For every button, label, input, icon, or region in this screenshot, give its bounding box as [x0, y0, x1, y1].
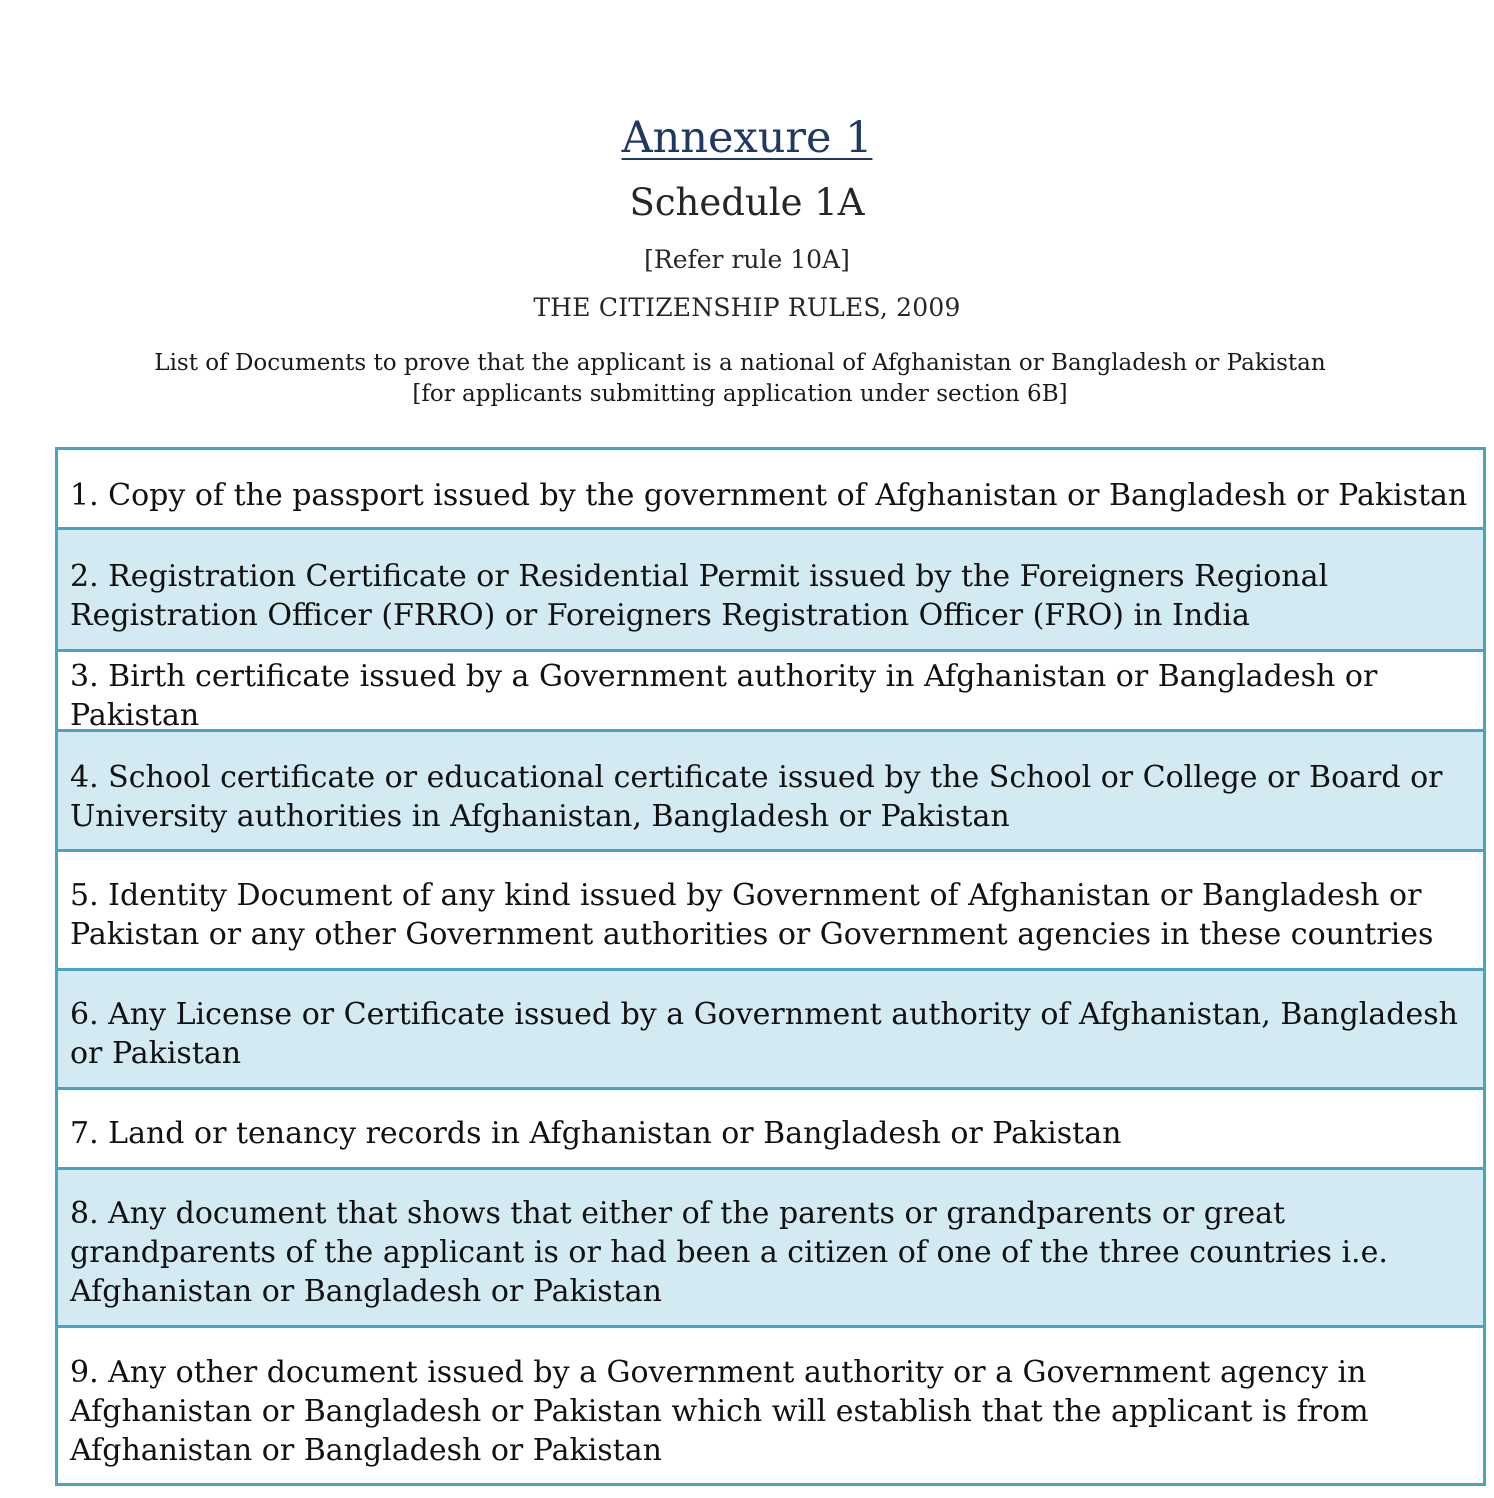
annexure-title-text: Annexure 1: [621, 113, 873, 163]
document-row-8: 8. Any document that shows that either of the parents or grandparents or great grandparents of the applicant is or had been a citizen of one of the three countries i.e. Afghanistan or Bangladesh or Pakistan: [58, 1170, 1483, 1328]
document-row-1: 1. Copy of the passport issued by the government of Afghanistan or Bangladesh or Pakistan: [58, 450, 1483, 530]
list-intro-line-1: List of Documents to prove that the applicant is a national of Afghanistan or Bangladesh or Pakistan: [154, 350, 1326, 376]
schedule-title: Schedule 1A: [629, 181, 865, 224]
rules-name: THE CITIZENSHIP RULES, 2009: [533, 293, 961, 322]
document-row-4: 4. School certificate or educational certificate issued by the School or College or Board or University authorities in Afghanistan, Bangladesh or Pakistan: [58, 732, 1483, 852]
refer-rule-note: [Refer rule 10A]: [644, 245, 850, 274]
list-intro: [0, 348, 1480, 410]
list-intro-line-2: [for applicants submitting application under section 6B]: [412, 381, 1068, 407]
documents-table: [55, 447, 1486, 1486]
document-row-5: 5. Identity Document of any kind issued by Government of Afghanistan or Bangladesh or Pakistan or any other Government authorities or Government agencies in these countries: [58, 852, 1483, 971]
document-row-9: 9. Any other document issued by a Government authority or a Government agency in Afghanistan or Bangladesh or Pakistan which will establish that the applicant is from Afghanistan or Bangladesh or Pakistan: [58, 1328, 1483, 1483]
document-row-6: 6. Any License or Certificate issued by a Government authority of Afghanistan, Bangladesh or Pakistan: [58, 971, 1483, 1090]
document-row-3: 3. Birth certificate issued by a Government authority in Afghanistan or Bangladesh or Pakistan: [58, 652, 1483, 732]
document-row-2: 2. Registration Certificate or Residential Permit issued by the Foreigners Regional Registration Officer (FRRO) or Foreigners Registration Officer (FRO) in India: [58, 530, 1483, 652]
annexure-title: [0, 108, 1494, 168]
document-row-7: 7. Land or tenancy records in Afghanistan or Bangladesh or Pakistan: [58, 1090, 1483, 1170]
